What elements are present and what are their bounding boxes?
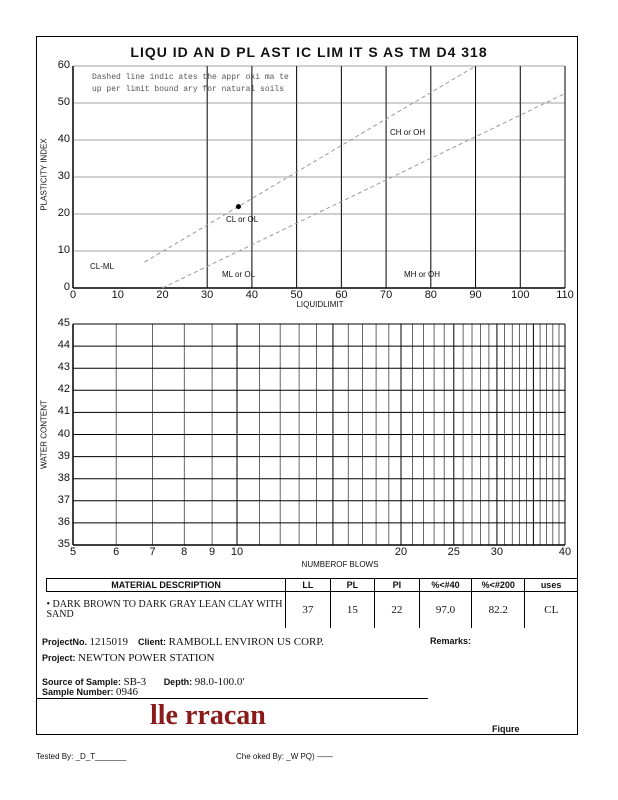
project-name: Project: NEWTON POWER STATION (42, 652, 215, 664)
y-tick-label: 40 (57, 133, 70, 145)
x-tick-label: 90 (469, 289, 482, 301)
flow-y-tick: 41 (57, 405, 70, 418)
divider (36, 698, 428, 699)
flow-y-tick: 38 (57, 471, 70, 484)
blows-axis-label: NUMBEROF BLOWS (301, 560, 379, 569)
company-logo: lle rracan (150, 700, 266, 731)
chart-title: LIQU ID AN D PL AST IC LIM IT S AS TM D4 318 (130, 44, 488, 60)
a-line (162, 94, 565, 288)
x-tick-label: 40 (245, 289, 259, 301)
flow-x-tick: 6 (113, 546, 120, 558)
y-tick-label: 60 (57, 59, 70, 71)
zone-label: ML or OL (222, 270, 256, 279)
flow-y-tick: 36 (57, 515, 70, 528)
x-tick-label: 110 (556, 289, 574, 301)
x-tick-label: 30 (201, 289, 214, 301)
liquid-limit-axis-label: LIQUIDLIMIT (296, 300, 344, 309)
material-table (46, 578, 578, 628)
wc-axis-label: WATER CONTENT (39, 400, 49, 469)
project-number: ProjectNo. 1215019 Client: RAMBOLL ENVIRON US CORP. (42, 636, 325, 648)
u-line (145, 66, 476, 262)
cell-pl: 15 (330, 592, 375, 629)
cell-uses: CL (544, 604, 559, 616)
zone-label: CL or OL (226, 215, 259, 224)
cell-40: 97.0 (419, 592, 472, 629)
sample-number: Sample Number: 0946 (42, 686, 139, 698)
hdr-material: MATERIAL DESCRIPTION (47, 579, 286, 592)
hdr-200: %<#200 (472, 579, 525, 592)
x-tick-label: 50 (290, 289, 303, 301)
hdr-ll: LL (286, 579, 331, 592)
x-tick-label: 10 (111, 289, 124, 301)
hdr-pl: PL (330, 579, 375, 592)
flow-x-tick: 25 (447, 546, 460, 558)
hdr-40: %<#40 (419, 579, 472, 592)
cell-200: 82.2 (472, 592, 525, 629)
remarks-label: Remarks: (430, 636, 472, 646)
flow-x-tick: 5 (69, 546, 77, 558)
cell-material: • DARK BROWN TO DARK GRAY LEAN CLAY WITH SAND (47, 592, 286, 629)
x-tick-label: 100 (511, 289, 530, 301)
flow-x-tick: 30 (490, 546, 504, 558)
figure-label: Fiqure (492, 724, 520, 734)
hdr-uses: uses (525, 579, 578, 592)
y-tick-label: 50 (57, 96, 70, 108)
flow-x-tick: 9 (209, 546, 216, 558)
x-tick-label: 80 (424, 289, 437, 301)
hdr-pi: PI (375, 579, 420, 592)
flow-y-tick: 40 (57, 427, 70, 440)
flow-x-tick: 10 (230, 546, 244, 558)
x-tick-label: 60 (335, 289, 348, 301)
zone-label: CL-ML (90, 262, 115, 271)
x-tick-label: 70 (379, 289, 393, 301)
y-tick-label: 0 (63, 281, 70, 293)
cell-pi: 22 (375, 592, 420, 629)
flow-y-tick: 35 (57, 538, 70, 550)
pi-axis-label: PLASTICITY INDEX (39, 138, 49, 211)
zone-label: CH or OH (390, 128, 426, 137)
flow-y-tick: 43 (57, 361, 70, 374)
flow-y-tick: 39 (57, 449, 70, 462)
flow-y-tick: 42 (57, 383, 70, 396)
y-tick-label: 20 (57, 207, 70, 219)
checked-by: Che oked By: _W PQ) —— (236, 752, 333, 761)
y-tick-label: 10 (57, 244, 70, 256)
y-tick-label: 30 (57, 170, 70, 182)
tested-by: Tested By: _D_T_______ (36, 752, 127, 761)
dashed-line-note: Dashed line indic ates the appr oxi ma te up per limit bound ary for natural soils (92, 73, 289, 94)
flow-x-tick: 8 (181, 546, 188, 558)
x-tick-label: 20 (156, 289, 169, 301)
flow-x-tick: 20 (394, 546, 408, 558)
data-point (236, 204, 241, 209)
sample-source: Source of Sample: SB-3 Depth: 98.0-100.0' (42, 676, 245, 688)
flow-y-tick: 44 (57, 339, 70, 352)
flow-x-tick: 40 (558, 546, 572, 558)
flow-y-tick: 37 (57, 493, 70, 506)
flow-x-tick: 7 (149, 546, 156, 558)
cell-ll: 37 (286, 592, 331, 629)
flow-y-tick: 45 (57, 317, 70, 329)
x-tick-label: 0 (69, 289, 77, 301)
zone-label: MH or OH (404, 270, 440, 279)
